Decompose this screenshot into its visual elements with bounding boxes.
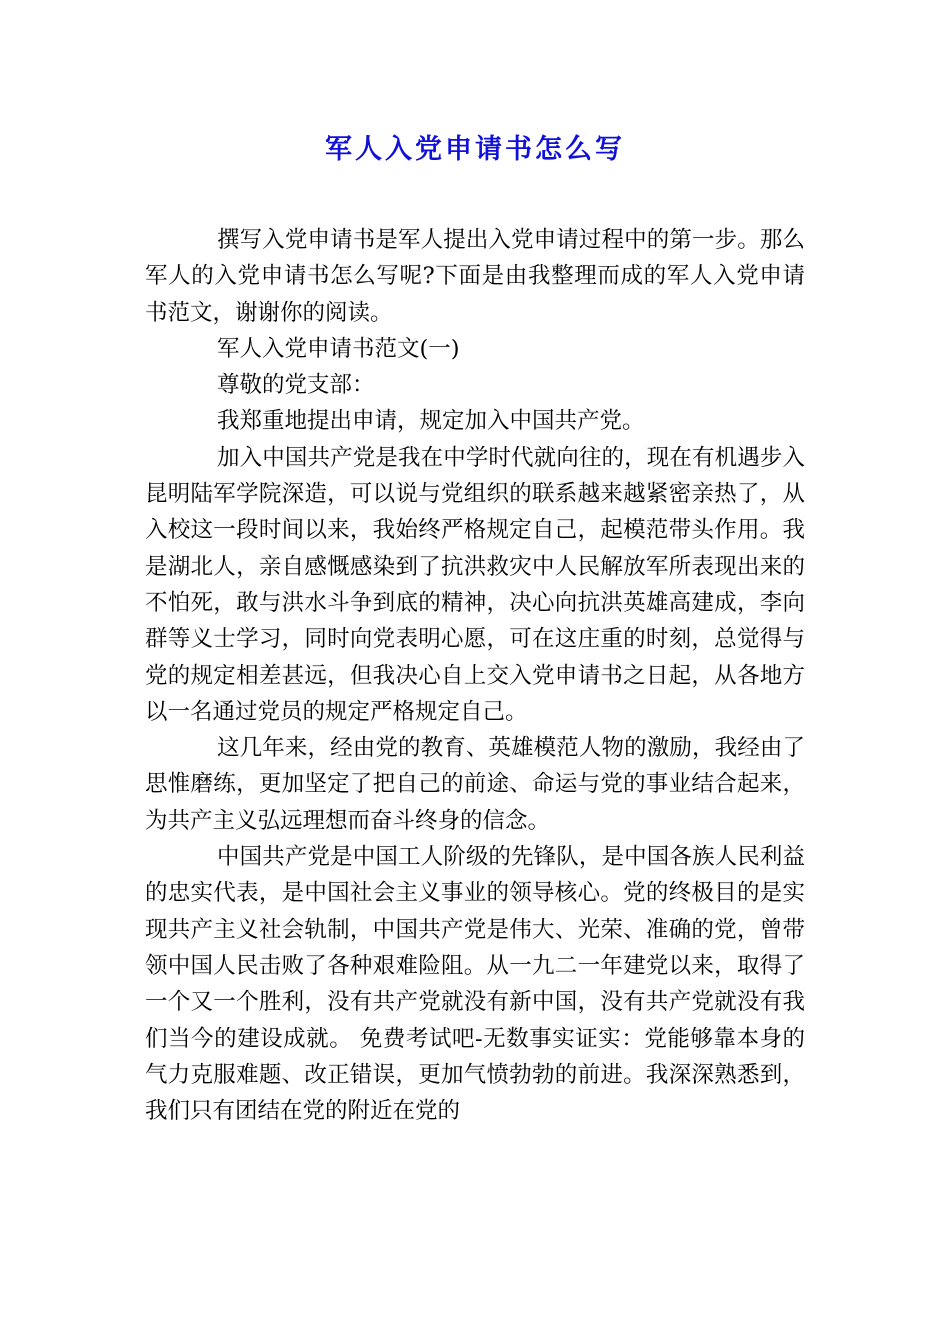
document-body bbox=[145, 222, 805, 1129]
paragraph-salutation: 尊敬的党支部： bbox=[217, 372, 375, 399]
paragraph-body-1: 加入中国共产党是我在中学时代就向往的，现在有机遇步入昆明陆军学院深造，可以说与党组织的联系越来越紧密亲热了，从入校这一段时间以来，我始终严格规定自己，起模范带头作用。我是湖北人，亲自感慨感染到了抗洪救灾中人民解放军所表现出来的不怕死，敢与洪水斗争到底的精神，决心向抗洪英雄高建成，李向群等义士学习，同时向党表明心愿，可在这庄重的时刻，总觉得与党的规定相差甚远，但我决心自上交入党申请书之日起，从各地方以一名通过党员的规定严格规定自己。 bbox=[145, 444, 805, 725]
paragraph-sample-heading: 军人入党申请书范文(一) bbox=[217, 335, 460, 362]
paragraph-application: 我郑重地提出申请，规定加入中国共产党。 bbox=[217, 408, 645, 435]
paragraph-body-3: 中国共产党是中国工人阶级的先锋队，是中国各族人民利益的忠实代表，是中国社会主义事业的领导核心。党的终极目的是实现共产主义社会轨制，中国共产党是伟大、光荣、准确的党，曾带领中国人民击败了各种艰难险阻。从一九二一年建党以来，取得了一个又一个胜利，没有共产党就没有新中国，没有共产党就没有我们当今的建设成就。 免费考试吧-无数事实证实：党能够靠本身的气力克服难题、改正错误，更加气愤勃勃的前进。我深深熟悉到，我们只有团结在党的附近在党的 bbox=[145, 844, 805, 1125]
paragraph-intro: 撰写入党申请书是军人提出入党申请过程中的第一步。那么军人的入党申请书怎么写呢?下面是由我整理而成的军人入党申请书范文，谢谢你的阅读。 bbox=[145, 227, 805, 326]
page-title: 军人入党申请书怎么写 bbox=[325, 134, 625, 165]
paragraph-body-2: 这几年来，经由党的教育、英雄模范人物的激励，我经由了思惟磨练，更加坚定了把自己的前途、命运与党的事业结合起来，为共产主义弘远理想而奋斗终身的信念。 bbox=[145, 735, 805, 834]
